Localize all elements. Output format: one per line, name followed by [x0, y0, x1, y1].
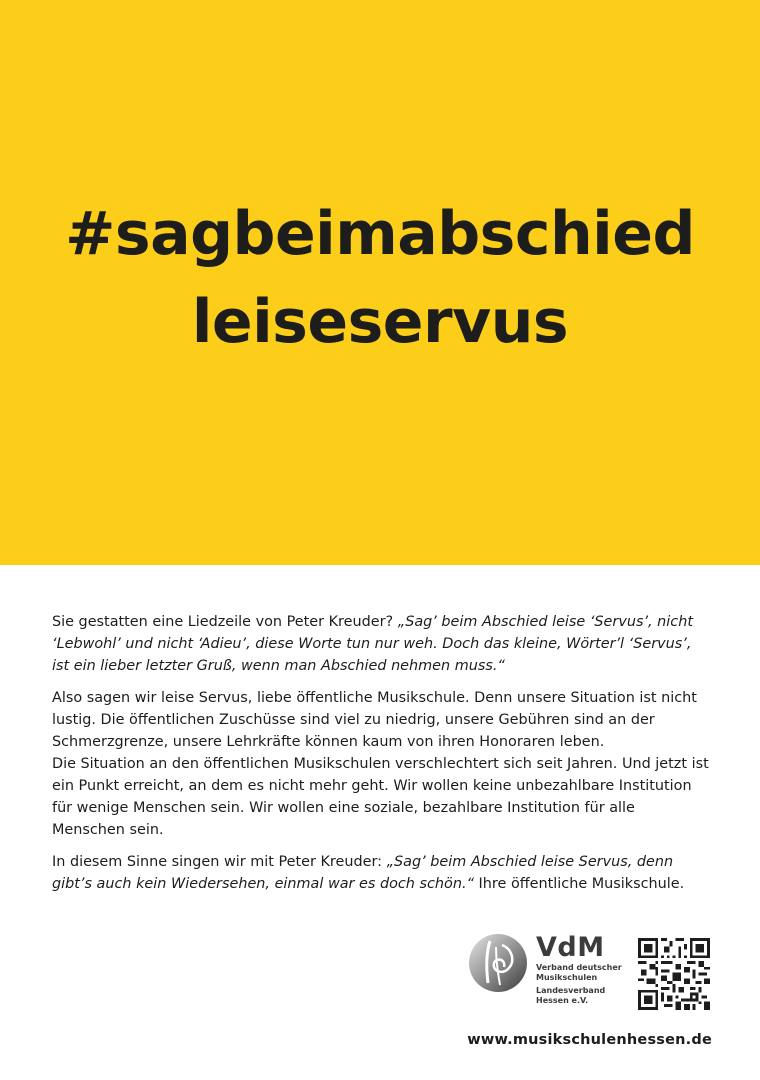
paragraph-1: [52, 611, 712, 677]
qr-code-icon[interactable]: [638, 938, 710, 1010]
vdm-clef-logo-icon: [468, 933, 528, 993]
p1-quote: „Sag’ beim Abschied leise ‘Servus’, nicht ‘Lebwohl’ und nicht ‘Adieu’, diese Worte tun nur weh. Doch das kleine, Wörter’l ‘Servus’, ist ein lieber letzter Gruß, wenn man Abschied nehmen muss.“: [52, 614, 693, 674]
website-link[interactable]: www.musikschulenhessen.de: [467, 1032, 712, 1048]
brand-line-2: Musikschulen: [536, 973, 598, 982]
vdm-brand: [536, 933, 626, 1006]
p3-intro: In diesem Sinne singen wir mit Peter Kreuder:: [52, 854, 387, 870]
headline-line-2: leiseservus: [191, 287, 569, 357]
paragraph-3: [52, 851, 712, 895]
headline-line-1: #sagbeimabschied: [65, 199, 695, 269]
brand-line-4: Hessen e.V.: [536, 996, 589, 1005]
headline: [0, 190, 760, 366]
p2-line-1: Also sagen wir leise Servus, liebe öffentliche Musikschule. Denn unsere Situation ist nicht lustig. Die öffentlichen Zuschüsse sind viel zu niedrig, unsere Gebühren sind an der Schmerzgrenze, unsere Lehrkräfte können kaum von ihren Honoraren leben.: [52, 690, 697, 750]
p2-line-2: Die Situation an den öffentlichen Musikschulen verschlechtert sich seit Jahren. Und jetzt ist ein Punkt erreicht, an dem es nicht mehr geht. Wir wollen keine unbezahlbare Institution für wenige Menschen sein. Wir wollen eine soziale, bezahlbare Institution für alle Menschen sein.: [52, 756, 709, 838]
paragraph-2: [52, 687, 712, 841]
p3-outro: Ihre öffentliche Musikschule.: [473, 876, 685, 892]
body-text: [52, 611, 712, 905]
p3-quote: „Sag’ beim Abschied leise Servus, denn gibt’s auch kein Wiedersehen, einmal war es doch schön.“: [52, 854, 674, 892]
brand-line-3: Landesverband: [536, 986, 606, 995]
brand-name: VdM: [536, 932, 605, 963]
brand-line-1: Verband deutscher: [536, 963, 622, 972]
p1-intro: Sie gestatten eine Liedzeile von Peter Kreuder?: [52, 614, 398, 630]
